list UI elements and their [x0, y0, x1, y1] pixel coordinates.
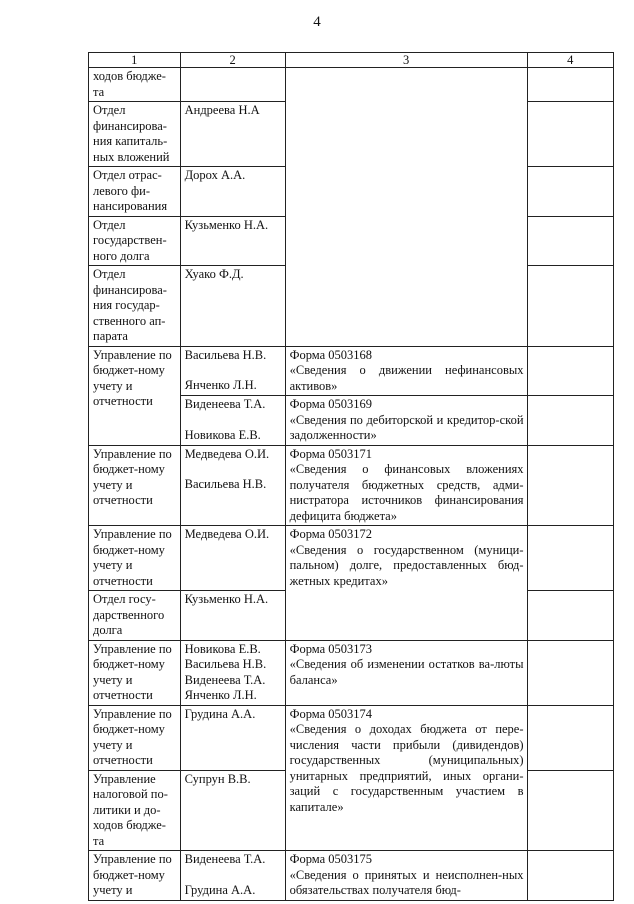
form-description: «Сведения о движении нефинансовых активов» [289, 363, 524, 393]
form-description: «Сведения о принятых и неисполнен-ных обязательствах получателя бюд- [289, 867, 524, 897]
form-cell [285, 526, 527, 641]
notes-cell [527, 167, 613, 217]
page-number: 4 [313, 14, 321, 30]
responsible-cell: Кузьменко Н.А. [180, 591, 285, 641]
department-cell: Управление налоговой по-литики и до-ходов бюдже-та [89, 770, 181, 851]
form-number: Форма 0503175 [289, 852, 373, 866]
form-cell [285, 640, 527, 705]
table-row [89, 346, 614, 396]
department-cell: Управление по бюджет-ному учету и отчетности [89, 705, 181, 770]
responsible-cell [180, 445, 285, 526]
department-cell: Управление по бюджет-ному учету и [89, 851, 181, 901]
notes-cell [527, 266, 613, 347]
responsible-cell [180, 396, 285, 446]
form-number: Форма 0503174 [289, 706, 373, 721]
column-header-2: 2 [180, 53, 285, 68]
form-number: Форма 0503171 [289, 446, 373, 461]
responsible-name: Виденеева Т.А. [184, 397, 266, 411]
responsible-name: Новикова Е.В. [184, 641, 261, 656]
department-cell: Отдел финансирова-ния государ-ственного ап-парата [89, 266, 181, 347]
form-number: Форма 0503172 [289, 527, 373, 541]
department-cell: Управление по бюджет-ному учету и отчетности [89, 640, 181, 705]
notes-cell [527, 445, 613, 526]
notes-cell [527, 851, 613, 901]
column-header-4: 4 [527, 53, 613, 68]
notes-cell [527, 705, 613, 770]
responsible-name: Виденеева Т.А. [184, 672, 266, 687]
notes-cell [527, 216, 613, 266]
column-header-3: 3 [285, 53, 527, 68]
table-row [89, 68, 614, 102]
responsible-name: Янченко Л.Н. [184, 378, 257, 392]
form-number: Форма 0503173 [289, 641, 373, 656]
form-cell [285, 396, 527, 446]
responsible-name: Янченко Л.Н. [184, 688, 257, 702]
notes-cell [527, 591, 613, 641]
responsible-name: Васильева Н.В. [184, 657, 267, 671]
table-row [89, 640, 614, 705]
department-cell: Управление по бюджет-ному учету и отчетности [89, 445, 181, 526]
department-cell: Отдел финансирова-ния капиталь-ных вложений [89, 102, 181, 167]
responsible-name: Виденеева Т.А. [184, 852, 266, 866]
form-description: «Сведения о доходах бюджета от пере-числения части прибыли (дивидендов) государственных (муниципальных) унитарных предприятий, иных органи-заций с государственным участием в капитале» [289, 722, 524, 814]
form-cell [285, 346, 527, 396]
form-number: Форма 0503168 [289, 347, 373, 362]
responsible-cell: Грудина А.А. [180, 705, 285, 770]
notes-cell [527, 102, 613, 167]
notes-cell [527, 526, 613, 591]
form-cell [285, 705, 527, 851]
table-header-row [89, 53, 614, 68]
responsible-name: Грудина А.А. [184, 882, 256, 897]
responsible-cell: Андреева Н.А [180, 102, 285, 167]
form-description: «Сведения по дебиторской и кредитор-ской задолженности» [289, 412, 524, 442]
responsible-cell: Дорох А.А. [180, 167, 285, 217]
department-cell: Отдел госу-дарственного долга [89, 591, 181, 641]
responsible-cell [180, 68, 285, 102]
responsible-name: Васильева Н.В. [184, 347, 267, 362]
responsible-name: Васильева Н.В. [184, 477, 267, 491]
form-cell [285, 851, 527, 901]
form-number: Форма 0503169 [289, 397, 373, 411]
responsible-cell: Медведева О.И. [180, 526, 285, 591]
responsible-cell [180, 640, 285, 705]
department-cell: Отдел отрас-левого фи-нансирования [89, 167, 181, 217]
responsible-name: Медведева О.И. [184, 446, 270, 461]
form-description: «Сведения о государственном (муници-пальном) долге, предоставленных бюд-жетных кредитах» [289, 542, 524, 588]
notes-cell [527, 640, 613, 705]
department-cell: ходов бюдже-та [89, 68, 181, 102]
responsible-cell: Супрун В.В. [180, 770, 285, 851]
notes-cell [527, 346, 613, 396]
form-description: «Сведения о финансовых вложениях получателя бюджетных средств, адми-нистратора источников финансирования дефицита бюджета» [289, 462, 524, 523]
forms-table [88, 52, 614, 901]
table-row [89, 526, 614, 591]
department-cell: Управление по бюджет-ному учету и отчетности [89, 346, 181, 445]
table-row [89, 445, 614, 526]
responsible-name: Новикова Е.В. [184, 427, 261, 442]
form-cell [285, 445, 527, 526]
responsible-cell [180, 346, 285, 396]
form-description: «Сведения об изменении остатков ва-люты баланса» [289, 657, 524, 687]
responsible-cell [180, 851, 285, 901]
table-row [89, 705, 614, 770]
responsible-cell: Хуако Ф.Д. [180, 266, 285, 347]
responsible-cell: Кузьменко Н.А. [180, 216, 285, 266]
form-cell [285, 68, 527, 347]
column-header-1: 1 [89, 53, 181, 68]
department-cell: Управление по бюджет-ному учету и отчетности [89, 526, 181, 591]
table-row [89, 851, 614, 901]
notes-cell [527, 396, 613, 446]
department-cell: Отдел государствен-ного долга [89, 216, 181, 266]
notes-cell [527, 770, 613, 851]
notes-cell [527, 68, 613, 102]
